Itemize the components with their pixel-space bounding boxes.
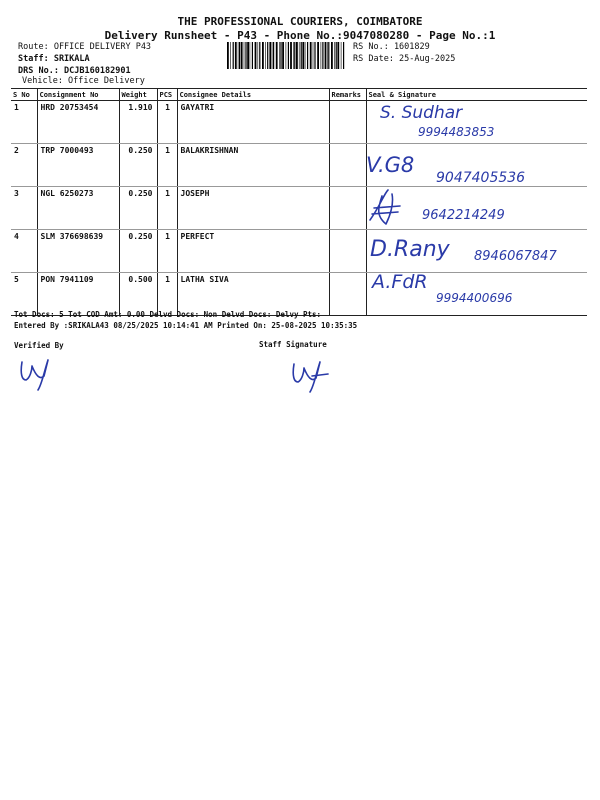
cell-consignment: SLM 376698639	[37, 230, 119, 273]
cell-pcs: 1	[157, 273, 177, 316]
barcode-bar	[305, 42, 306, 69]
signature-scribble-3	[370, 190, 400, 224]
barcode-bar	[299, 42, 300, 69]
drs-number: DRS No.: DCJB160182901	[18, 66, 131, 76]
barcode-bar	[239, 42, 240, 69]
cell-sno: 2	[11, 144, 37, 187]
barcode-bar	[252, 42, 253, 69]
cell-remarks	[329, 230, 366, 273]
barcode	[227, 42, 347, 69]
barcode-bar	[301, 42, 302, 69]
barcode-bar	[267, 42, 268, 69]
cell-sno: 5	[11, 273, 37, 316]
cell-pcs: 1	[157, 230, 177, 273]
cell-consignee: JOSEPH	[177, 187, 329, 230]
totals-line: Tot Docs: 5 Tot COD Amt: 0.00 Delvd Docs: Non Delvd Docs: Delvy Pts:	[14, 310, 322, 319]
col-consignment: Consignment No	[37, 89, 119, 101]
barcode-bar	[244, 42, 245, 69]
barcode-bar	[334, 42, 335, 69]
barcode-bar	[241, 42, 243, 69]
cell-weight: 1.910	[119, 101, 157, 144]
runsheet-title: Delivery Runsheet - P43 - Phone No.:9047080280 - Page No.:1	[104, 29, 496, 42]
barcode-bar	[290, 42, 292, 69]
barcode-bar	[293, 42, 294, 69]
barcode-bar	[310, 42, 312, 69]
barcode-bar	[331, 42, 333, 69]
signature-name-4: D.Rany	[370, 237, 450, 262]
verified-by-signature	[16, 356, 66, 392]
barcode-bar	[276, 42, 278, 69]
signature-row-5	[372, 268, 572, 312]
cell-pcs: 1	[157, 144, 177, 187]
barcode-bar	[337, 42, 339, 69]
cell-remarks	[329, 101, 366, 144]
cell-sno: 1	[11, 101, 37, 144]
barcode-bar	[343, 42, 344, 69]
signature-name-1: S. Sudhar	[380, 103, 463, 123]
barcode-bar	[245, 42, 246, 69]
cell-consignment: NGL 6250273	[37, 187, 119, 230]
signature-phone-3: 9642214249	[422, 208, 505, 223]
cell-sno: 4	[11, 230, 37, 273]
col-consignee: Consignee Details	[177, 89, 329, 101]
cell-weight: 0.500	[119, 273, 157, 316]
vehicle-label: Vehicle: Office Delivery	[22, 76, 145, 86]
cell-weight: 0.250	[119, 230, 157, 273]
barcode-bar	[269, 42, 271, 69]
col-sno: S No	[11, 89, 37, 101]
barcode-bar	[238, 42, 239, 69]
barcode-bar	[272, 42, 273, 69]
barcode-bar	[288, 42, 289, 69]
rs-date: RS Date: 25-Aug-2025	[353, 54, 456, 64]
cell-consignment: PON 7941109	[37, 273, 119, 316]
cell-consignment: TRP 7000493	[37, 144, 119, 187]
barcode-bar	[258, 42, 259, 69]
barcode-bar	[313, 42, 314, 69]
barcode-bar	[336, 42, 337, 69]
barcode-bar	[265, 42, 266, 69]
cell-remarks	[329, 144, 366, 187]
barcode-bar	[317, 42, 319, 69]
barcode-bar	[230, 42, 231, 69]
col-remarks: Remarks	[329, 89, 366, 101]
cell-pcs: 1	[157, 101, 177, 144]
signature-phone-5: 9994400696	[436, 291, 513, 305]
cell-remarks	[329, 273, 366, 316]
barcode-bar	[321, 42, 322, 69]
barcode-bar	[250, 42, 251, 69]
barcode-bar	[341, 42, 342, 69]
rs-number: RS No.: 1601829	[353, 42, 430, 52]
barcode-bar	[327, 42, 328, 69]
barcode-bar	[273, 42, 274, 69]
barcode-bar	[307, 42, 308, 69]
cell-weight: 0.250	[119, 187, 157, 230]
company-title: THE PROFESSIONAL COURIERS, COIMBATORE	[177, 15, 423, 28]
barcode-bar	[279, 42, 280, 69]
barcode-bar	[235, 42, 237, 69]
staff-signature-mark	[288, 358, 338, 394]
cell-consignee: BALAKRISHNAN	[177, 144, 329, 187]
barcode-bar	[262, 42, 264, 69]
barcode-bar	[282, 42, 284, 69]
barcode-bar	[328, 42, 329, 69]
barcode-bar	[227, 42, 229, 69]
entered-printed-line: Entered By :SRIKALA43 08/25/2025 10:14:41 AM Printed On: 25-08-2025 10:35:35	[14, 321, 358, 330]
barcode-bar	[247, 42, 249, 69]
cell-consignee: LATHA SIVA	[177, 273, 329, 316]
signature-name-2: V.G8	[366, 153, 415, 177]
signature-phone-4: 8946067847	[474, 249, 557, 264]
barcode-bar	[286, 42, 287, 69]
cell-consignment: HRD 20753454	[37, 101, 119, 144]
cell-pcs: 1	[157, 187, 177, 230]
barcode-bar	[322, 42, 323, 69]
barcode-bar	[280, 42, 281, 69]
staff-label: Staff: SRIKALA	[18, 54, 90, 64]
staff-signature-label: Staff Signature	[259, 340, 327, 349]
barcode-bar	[255, 42, 257, 69]
barcode-bar	[325, 42, 327, 69]
cell-consignee: PERFECT	[177, 230, 329, 273]
route-label: Route: OFFICE DELIVERY P43	[18, 42, 152, 52]
col-weight: Weight	[119, 89, 157, 101]
barcode-bar	[259, 42, 260, 69]
barcode-bar	[302, 42, 304, 69]
barcode-bar	[233, 42, 234, 69]
signature-phone-1: 9994483853	[418, 125, 495, 139]
signature-phone-2: 9047405536	[436, 170, 526, 186]
signature-row-3	[360, 186, 570, 230]
col-pcs: PCS	[157, 89, 177, 101]
signature-name-5: A.FdR	[372, 271, 428, 293]
verified-by-label: Verified By	[14, 341, 64, 350]
cell-sno: 3	[11, 187, 37, 230]
barcode-bar	[296, 42, 298, 69]
cell-weight: 0.250	[119, 144, 157, 187]
col-seal-signature: Seal & Signature	[366, 89, 587, 101]
barcode-bar	[294, 42, 295, 69]
signature-row-1	[378, 96, 528, 140]
barcode-bar	[314, 42, 315, 69]
cell-consignee: GAYATRI	[177, 101, 329, 144]
